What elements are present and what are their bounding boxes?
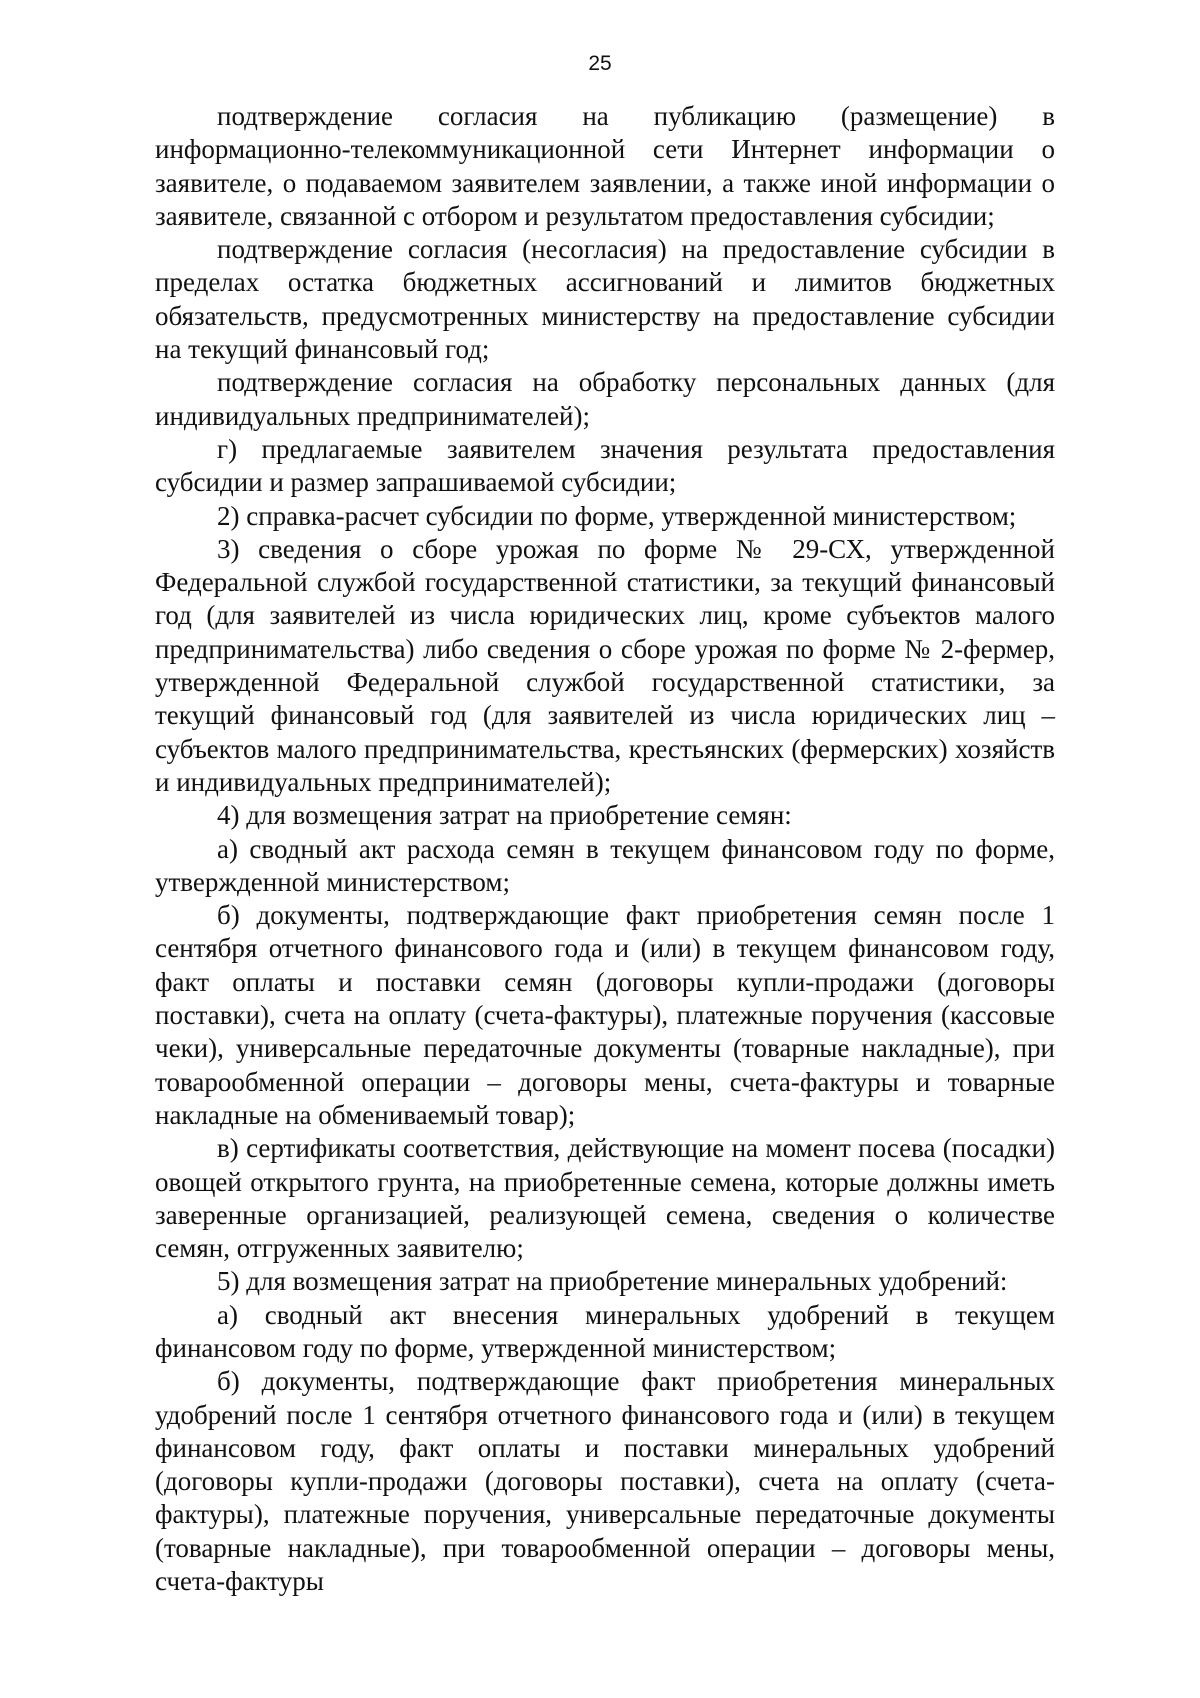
paragraph-item-4a: а) сводный акт расхода семян в текущем финансовом году по форме, утвержденной министерством; <box>155 833 1055 897</box>
paragraph-item-5b: б) документы, подтверждающие факт приобретения минеральных удобрений после 1 сентября отчетного финансового года и (или) в текущем финансовом году, факт оплаты и поставки минеральных удобрений (договоры купли-продажи (договоры поставки), счета на оплату (счета-фактуры), платежные поручения, универсальные передаточные документы (товарные накладные), при товарообменной операции – договоры мены, счета-фактуры <box>155 1366 1055 1597</box>
paragraph-item-g: г) предлагаемые заявителем значения результата предоставления субсидии и размер запрашиваемой субсидии; <box>155 433 1055 498</box>
document-body <box>155 100 1055 1598</box>
page-number: 25 <box>588 52 612 75</box>
paragraph-item-2: 2) справка-расчет субсидии по форме, утвержденной министерством; <box>217 500 1017 531</box>
paragraph-item-4v: в) сертификаты соответствия, действующие на момент посева (посадки) овощей открытого грунта, на приобретенные семена, которые должны иметь заверенные организацией, реализующей семена, сведения о количестве семян, отгруженных заявителю; <box>155 1133 1055 1264</box>
paragraph-consent-budget: подтверждение согласия (несогласия) на предоставление субсидии в пределах остатка бюджетных ассигнований и лимитов бюджетных обязательств, предусмотренных министерству на предоставление субсидии на текущий финансовый год; <box>155 234 1055 365</box>
paragraph-item-4b: б) документы, подтверждающие факт приобретения семян после 1 сентября отчетного финансового года и (или) в текущем финансовом году, факт оплаты и поставки семян (договоры купли-продажи (договоры поставки), счета на оплату (счета-фактуры), платежные поручения (кассовые чеки), универсальные передаточные документы (товарные накладные), при товарообменной операции – договоры мены, счета-фактуры и товарные накладные на обмениваемый товар); <box>155 900 1055 1130</box>
paragraph-item-4: 4) для возмещения затрат на приобретение семян: <box>217 800 792 831</box>
paragraph-item-5: 5) для возмещения затрат на приобретение минеральных удобрений: <box>217 1266 1008 1297</box>
paragraph-item-3: 3) сведения о сборе урожая по форме № 29-СХ, утвержденной Федеральной службой государственной статистики, за текущий финансовый год (для заявителей из числа юридических лиц, кроме субъектов малого предпринимательства) либо сведения о сборе урожая по форме № 2-фермер, утвержденной Федеральной службой государственной статистики, за текущий финансовый год (для заявителей из числа юридических лиц – субъектов малого предпринимательства, крестьянских (фермерских) хозяйств и индивидуальных предпринимателей); <box>155 533 1055 797</box>
paragraph-consent-publication: подтверждение согласия на публикацию (размещение) в информационно-телекоммуникационной сети Интернет информации о заявителе, о подаваемом заявителем заявлении, а также иной информации о заявителе, связанной с отбором и результатом предоставления субсидии; <box>155 101 1055 231</box>
paragraph-consent-personal-data: подтверждение согласия на обработку персональных данных (для индивидуальных предпринимателей); <box>155 367 1055 431</box>
paragraph-item-5a: а) сводный акт внесения минеральных удобрений в текущем финансовом году по форме, утвержденной министерством; <box>155 1299 1055 1363</box>
